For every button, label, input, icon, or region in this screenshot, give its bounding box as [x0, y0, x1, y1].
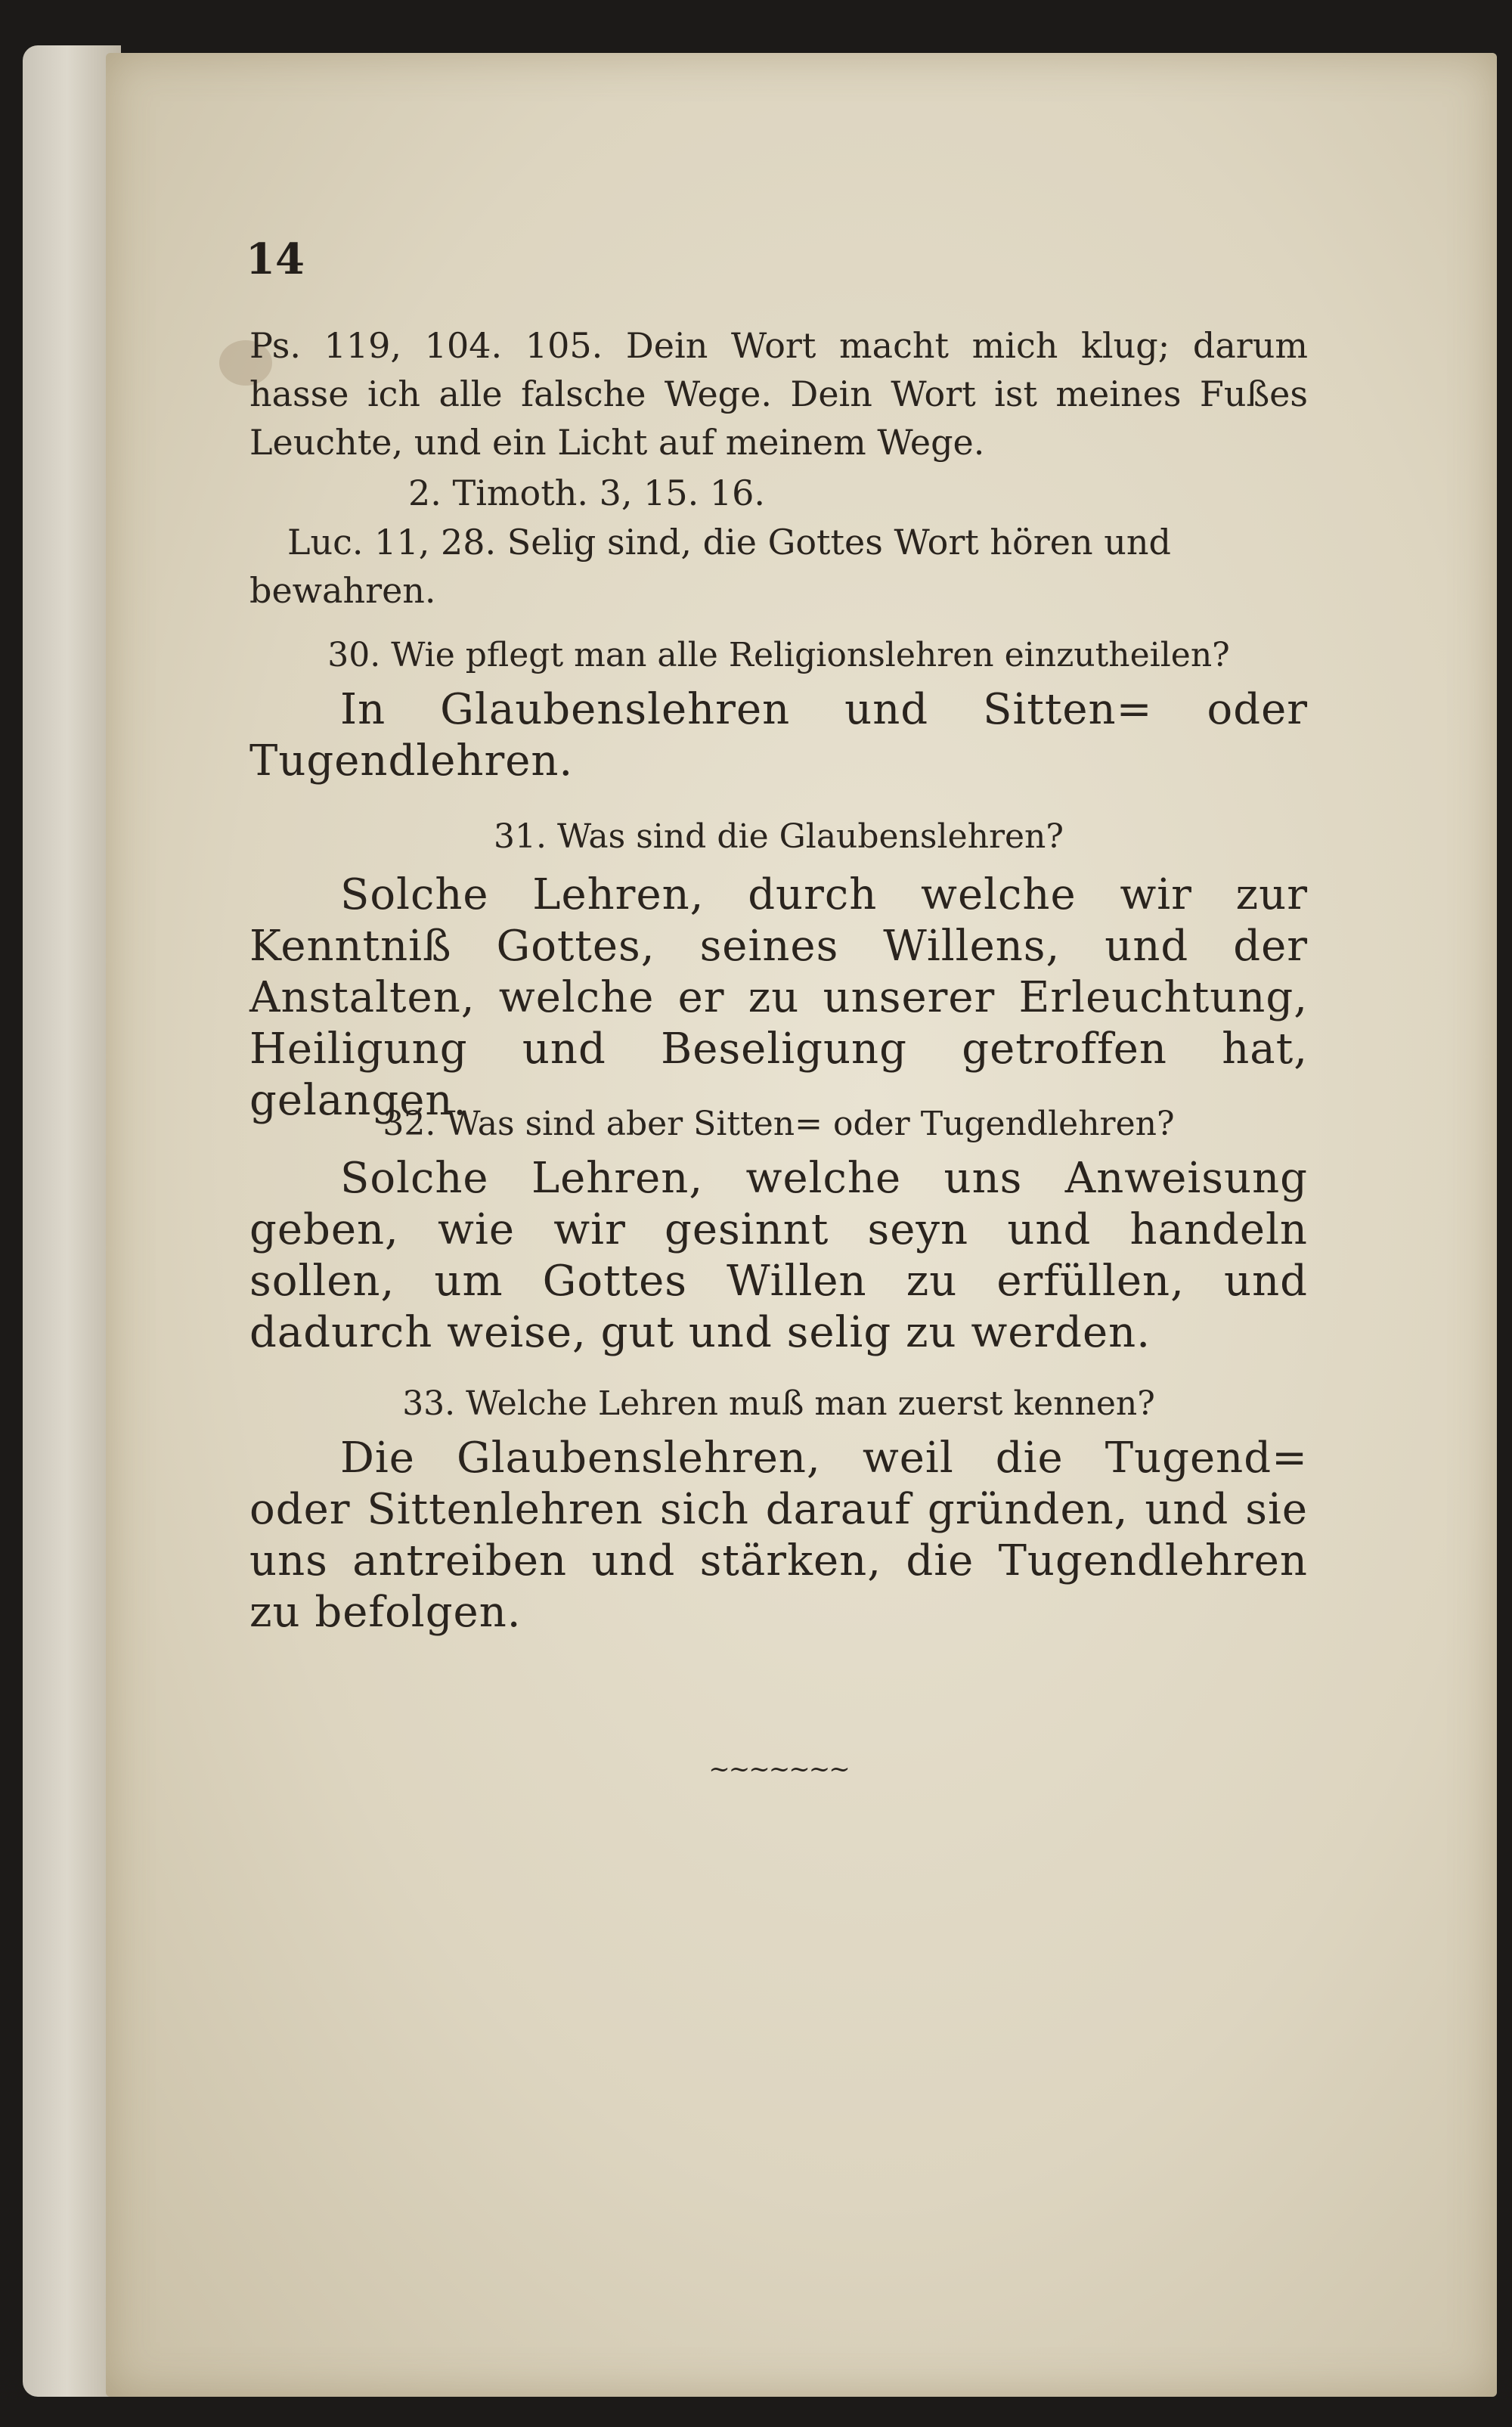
answer-text: Die Glaubenslehren, weil die Tugend= oder Sittenlehren sich darauf gründen, und sie uns antreiben und stärken, die Tugendlehren zu befolgen. [249, 1434, 1308, 1637]
scripture-timothy [249, 469, 1467, 517]
scripture-psalm [249, 321, 1308, 466]
question-33 [249, 1380, 1308, 1428]
answer-30 [249, 684, 1308, 787]
answer-31 [249, 869, 1308, 1127]
scripture-text: 2. Timoth. 3, 15. 16. [408, 473, 766, 513]
question-32 [249, 1100, 1308, 1148]
answer-text: In Glaubenslehren und Sitten= oder Tugendlehren. [249, 685, 1308, 786]
question-31 [249, 813, 1308, 861]
section-divider-ornament: ~~~~~~~ [708, 1754, 849, 1784]
page-number: 14 [246, 234, 305, 284]
question-text: 30. Wie pflegt man alle Religionslehren einzutheilen? [327, 636, 1230, 674]
answer-33 [249, 1433, 1308, 1638]
question-text: 31. Was sind die Glaubenslehren? [494, 817, 1064, 856]
question-text: 32. Was sind aber Sitten= oder Tugendlehren? [383, 1105, 1175, 1143]
question-text: 33. Welche Lehren muß man zuerst kennen? [402, 1384, 1155, 1423]
scripture-luke [249, 518, 1308, 615]
answer-text: Solche Lehren, durch welche wir zur Kenntniß Gottes, seines Willens, und der Anstalten, welche er zu unserer Erleuchtung, Heiligung und Beseligung getroffen hat, gelangen. [249, 870, 1308, 1125]
scripture-text: Ps. 119, 104. 105. Dein Wort macht mich klug; darum hasse ich alle falsche Wege. Dein Wort ist meines Fußes Leuchte, und ein Licht auf meinem Wege. [249, 325, 1308, 463]
answer-32 [249, 1153, 1308, 1359]
scripture-text: Luc. 11, 28. Selig sind, die Gottes Wort hören und bewahren. [249, 522, 1171, 611]
question-30 [249, 631, 1308, 680]
answer-text: Solche Lehren, welche uns Anweisung geben, wie wir gesinnt seyn und handeln sollen, um Gottes Willen zu erfüllen, und dadurch weise, gut und selig zu werden. [249, 1154, 1308, 1357]
